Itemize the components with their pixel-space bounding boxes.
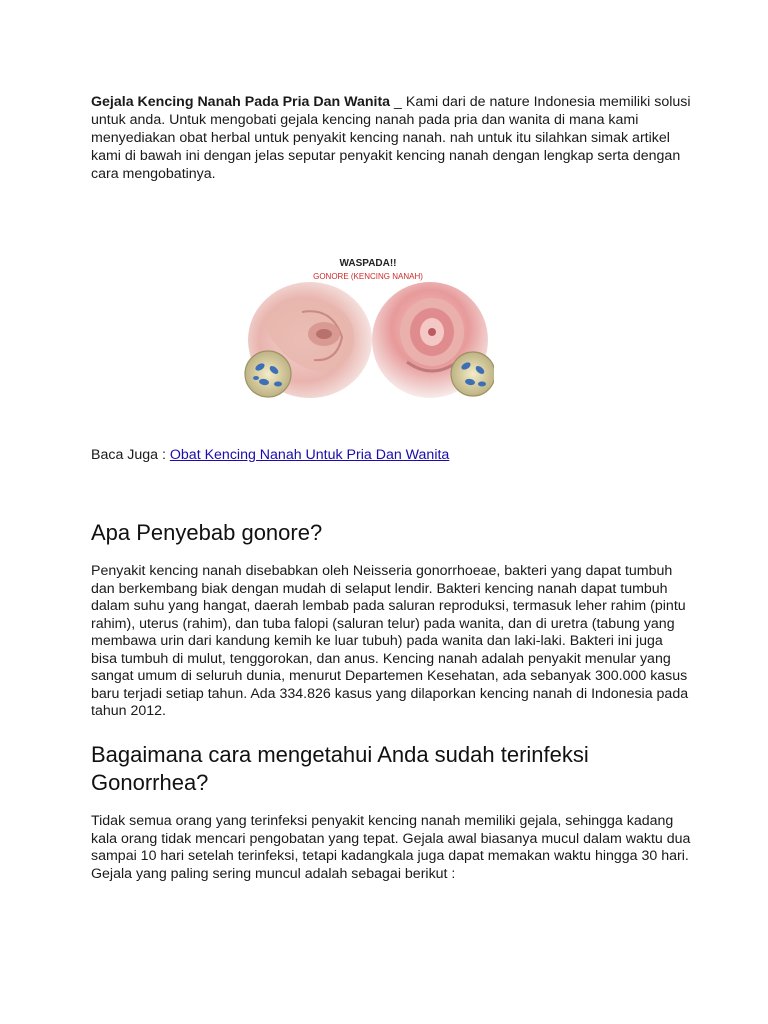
heading-how-to-know: Bagaimana cara mengetahui Anda sudah terinfeksi Gonorrhea? [91,742,589,795]
gonorrhea-warning-illustration [242,252,494,404]
paragraph-cause: Penyakit kencing nanah disebabkan oleh Neisseria gonorrhoeae, bakteri yang dapat tumbuh dan berkembang biak dengan mudah di selaput lendir. Bakteri kencing nanah dapat tumbuh dalam suhu yang hangat, daerah lembab pada saluran reproduksi, termasuk leher rahim (pintu rahim), uterus (rahim), dan tuba falopi (saluran telur) pada wanita, dan di uretra (tabung yang membawa urin dari kandung kemih ke luar tubuh) pada wanita dan laki-laki. Bakteri ini juga bisa tumbuh di mulut, tenggorokan, dan anus. Kencing nanah adalah penyakit menular yang sangat umum di seluruh dunia, menurut Departemen Kesehatan, ada sebanyak 300.000 kasus baru terjadi setiap tahun. Ada 334.826 kasus yang dilaporkan kencing nanah di Indonesia pada tahun 2012. [91,563,689,719]
figure-title: WASPADA!! [339,258,397,269]
intro-paragraph [91,93,691,183]
paragraph-how-to-know: Tidak semua orang yang terinfeksi penyakit kencing nanah memiliki gejala, sehingga kadang kala orang tidak mencari pengobatan yang tepat. Gejala awal biasanya mucul dalam waktu dua sampai 10 hari setelah terinfeksi, tetapi kadangkala juga dapat memakan waktu hingga 30 hari. Gejala yang paling sering muncul adalah sebagai berikut : [91,813,691,882]
intro-body: Kami dari de nature Indonesia memiliki solusi untuk anda. Untuk mengobati gejala kencing nanah pada pria dan wanita di mana kami menyediakan obat herbal untuk penyakit kencing nanah. nah untuk itu silahkan simak artikel kami di bawah ini dengan jelas seputar penyakit kencing nanah dengan lengkap serta dengan cara mengobatinya. [91,94,691,182]
read-also [91,446,449,464]
intro-title: Gejala Kencing Nanah Pada Pria Dan Wanita [91,94,391,110]
read-also-label: Baca Juga : [91,447,170,463]
heading-cause: Apa Penyebab gonore? [91,520,323,545]
bacteria-right-icon [451,352,494,396]
read-also-link[interactable]: Obat Kencing Nanah Untuk Pria Dan Wanita [169,447,450,463]
bacteria-left-icon [245,351,291,397]
figure-subtitle: GONORE (KENCING NANAH) [313,272,423,281]
intro-separator: _ [390,94,406,110]
